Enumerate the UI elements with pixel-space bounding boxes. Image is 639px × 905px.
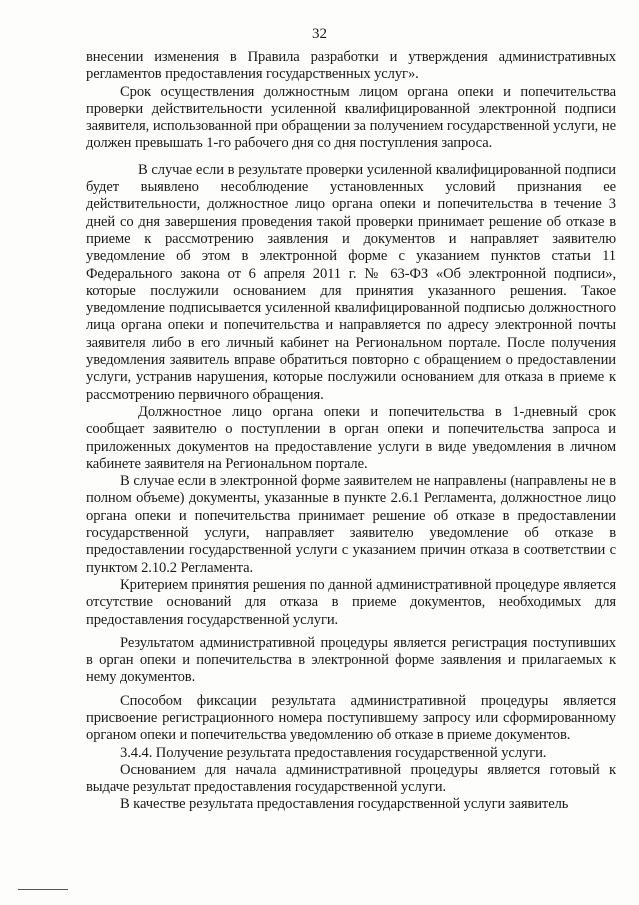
document-body bbox=[86, 49, 616, 814]
paragraph-decision-criterion: Критерием принятия решения по данной административной процедуре является отсутствие оснований для отказа в приеме документов, необходимых для предоставления государственной услуги. bbox=[86, 576, 616, 628]
page-number: 32 bbox=[312, 26, 327, 42]
paragraph-missing-documents: В случае если в электронной форме заявителем не направлены (направлены не в полном объеме) документы, указанные в пункте 2.6.1 Регламента, должностное лицо органа опеки и попечительства принимает решение об отказе в предоставлении государственной услуги, направляет заявителю уведомление об отказе в предоставлении государственной услуги с указанием причин отказа в соответствии с пунктом 2.10.2 Регламента. bbox=[86, 473, 616, 576]
paragraph-procedure-result: Результатом административной процедуры является регистрация поступивших в орган опеки и попечительства в электронной форме заявления и прилагаемых к нему документов. bbox=[86, 634, 616, 686]
paragraph-result-fixation: Способом фиксации результата административной процедуры является присвоение регистрационного номера поступившему запросу или сформированному органом опеки и попечительства уведомлению об отказе в приеме документов. bbox=[86, 692, 616, 744]
paragraph-result-as: В качестве результата предоставления государственной услуги заявитель bbox=[120, 796, 569, 813]
footer-divider bbox=[18, 889, 68, 890]
paragraph-procedure-basis: Основанием для начала административной процедуры является готовый к выдаче результат предоставления государственной услуги. bbox=[86, 761, 616, 796]
paragraph-notification-receipt: Должностное лицо органа опеки и попечительства в 1-дневный срок сообщает заявителю о поступлении в орган опеки и попечительства запроса и приложенных документов на предоставление услуги в виде уведомления в личном кабинете заявителя на Региональном портале. bbox=[86, 403, 616, 472]
paragraph-signature-invalid: В случае если в результате проверки усиленной квалифицированной подписи будет выявлено несоблюдение установленных условий признания ее действительности, должностное лицо органа опеки и попечительства в течение 3 дней со дня завершения проведения такой проверки принимает решение об отказе в приеме к рассмотрению заявления и документов и направляет заявителю уведомление об этом в электронной форме с указанием пунктов статьи 11 Федерального закона от 6 апреля 2011 г. № 63-ФЗ «Об электронной подписи», которые послужили основанием для принятия указанного решения. Такое уведомление подписывается усиленной квалифицированной подписью должностного лица органа опеки и попечительства и направляется по адресу электронной почты заявителя либо в его личный кабинет на Региональном портале. После получения уведомления заявитель вправе обратиться повторно с обращением о предоставлении услуги, устранив нарушения, которые послужили основанием для отказа в приеме к рассмотрению первичного обращения. bbox=[86, 161, 616, 403]
section-heading-3-4-4: 3.4.4. Получение результата предоставления государственной услуги. bbox=[120, 744, 547, 761]
paragraph-signature-check-deadline: Срок осуществления должностным лицом органа опеки и попечительства проверки действительности усиленной квалифицированной электронной подписи заявителя, использованной при обращении за получением государственной услуги, не должен превышать 1-го рабочего дня со дня поступления запроса. bbox=[86, 83, 616, 152]
paragraph-regulations-continuation: внесении изменения в Правила разработки и утверждения административных регламентов предоставления государственных услуг». bbox=[86, 49, 616, 83]
